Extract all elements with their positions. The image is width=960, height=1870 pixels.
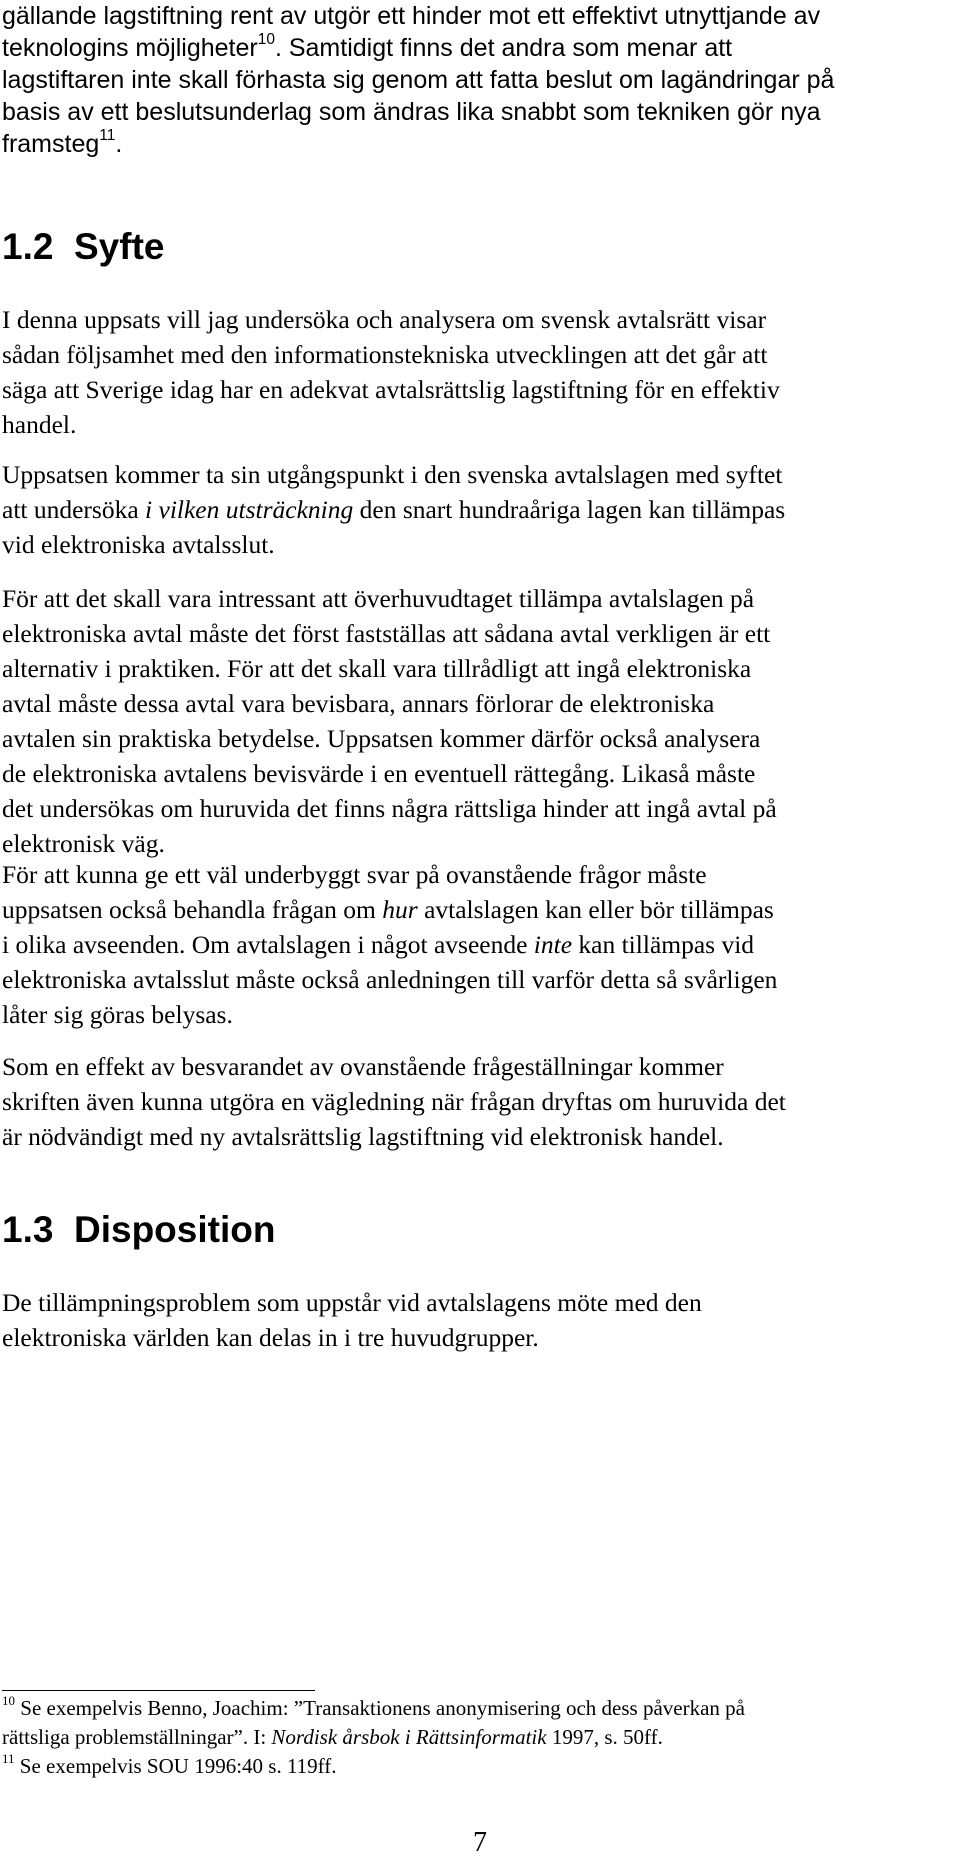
page-number: 7 (473, 1827, 487, 1858)
footnote-separator (2, 1690, 315, 1691)
text-line: I denna uppsats vill jag undersöka och analysera om svensk avtalsrätt visar (2, 305, 767, 334)
footnotes (2, 1694, 954, 1781)
text-line: basis av ett beslutsunderlag som ändras lika snabbt som tekniken gör nya (2, 98, 821, 126)
paragraph-application (2, 857, 954, 1032)
text-line: framsteg$^{11}$. (2, 127, 123, 158)
text-line: Uppsatsen kommer ta sin utgångspunkt i den svenska avtalslagen med syftet (2, 460, 783, 489)
text-line: det undersökas om huruvida det finns några rättsliga hinder att ingå avtal på (2, 794, 777, 823)
paragraph-evidence (2, 581, 954, 861)
text-line: För att kunna ge ett väl underbyggt svar på ovanstående frågor måste (2, 860, 707, 889)
text-line: Som en effekt av besvarandet av ovanstående frågeställningar kommer (2, 1052, 724, 1081)
section-title: Syfte (74, 226, 165, 267)
text-line: avtal måste dessa avtal vara bevisbara, annars förlorar de elektroniska (2, 689, 715, 718)
text-line: sådan följsamhet med den informationstekniska utvecklingen att det går att (2, 340, 768, 369)
emphasis: hur (382, 895, 418, 924)
text-line: låter sig göras belysas. (2, 1000, 233, 1029)
text-line: handel. (2, 410, 77, 439)
text-line: skriften även kunna utgöra en vägledning när frågan dryftas om huruvida det (2, 1087, 786, 1116)
text-line: elektroniska avtalsslut måste också anledningen till varför detta så svårligen (2, 965, 778, 994)
text-line: alternativ i praktiken. För att det skall vara tillrådligt att ingå elektroniska (2, 654, 752, 683)
emphasis: Nordisk årsbok i Rättsinformatik (271, 1725, 547, 1749)
section-number: 1.3 (2, 1209, 54, 1250)
text-line: elektroniska världen kan delas in i tre huvudgrupper. (2, 1323, 539, 1352)
text-line: För att det skall vara intressant att överhuvudtaget tillämpa avtalslagen på (2, 584, 755, 613)
text-line: i olika avseenden. Om avtalslagen i något avseende inte kan tillämpas vid (2, 930, 755, 959)
text-line: teknologins möjligheter$^{10}$. Samtidigt finns det andra som menar att (2, 31, 733, 62)
text-line: lagstiftaren inte skall förhasta sig genom att fatta beslut om lagändringar på (2, 66, 835, 94)
paragraph-starting-point (2, 457, 954, 562)
footnote-ref-10[interactable]: 10 (257, 31, 275, 49)
text-line: gällande lagstiftning rent av utgör ett hinder mot ett effektivt utnyttjande av (2, 2, 821, 30)
intro-paragraph (2, 0, 954, 160)
section-number: 1.2 (2, 226, 54, 267)
text-line: uppsatsen också behandla frågan om hur avtalslagen kan eller bör tillämpas (2, 895, 774, 924)
footnote-11: $^{11}$ Se exempelvis SOU 1996:40 s. 119ff. (2, 1751, 337, 1778)
text-line: är nödvändigt med ny avtalsrättslig lagstiftning vid elektronisk handel. (2, 1122, 724, 1151)
footnote-10-continued: rättsliga problemställningar”. I: Nordisk årsbok i Rättsinformatik 1997, s. 50ff. (2, 1725, 663, 1749)
text-line: säga att Sverige idag har en adekvat avtalsrättslig lagstiftning för en effektiv (2, 375, 780, 404)
section-title: Disposition (74, 1209, 276, 1250)
text-line: De tillämpningsproblem som uppstår vid avtalslagens möte med den (2, 1288, 702, 1317)
footnote-10: $^{10}$ Se exempelvis Benno, Joachim: ”Transaktionens anonymisering och dess påverkan på (2, 1693, 746, 1720)
text-line: avtalen sin praktiska betydelse. Uppsatsen kommer därför också analysera (2, 724, 761, 753)
paragraph-disposition (2, 1285, 954, 1355)
text-line: elektronisk väg. (2, 829, 165, 858)
text-line: vid elektroniska avtalsslut. (2, 530, 275, 559)
section-heading-syfte (2, 225, 164, 269)
emphasis: i vilken utsträckning (145, 495, 354, 524)
paragraph-effect (2, 1049, 954, 1154)
text-line: elektroniska avtal måste det först fastställas att sådana avtal verkligen är ett (2, 619, 771, 648)
paragraph-purpose (2, 302, 954, 442)
footnote-ref-11[interactable]: 11 (99, 127, 116, 145)
emphasis: inte (533, 930, 573, 959)
text-line: de elektroniska avtalens bevisvärde i en eventuell rättegång. Likaså måste (2, 759, 756, 788)
section-heading-disposition (2, 1208, 275, 1252)
text-line: att undersöka i vilken utsträckning den snart hundraåriga lagen kan tillämpas (2, 495, 786, 524)
